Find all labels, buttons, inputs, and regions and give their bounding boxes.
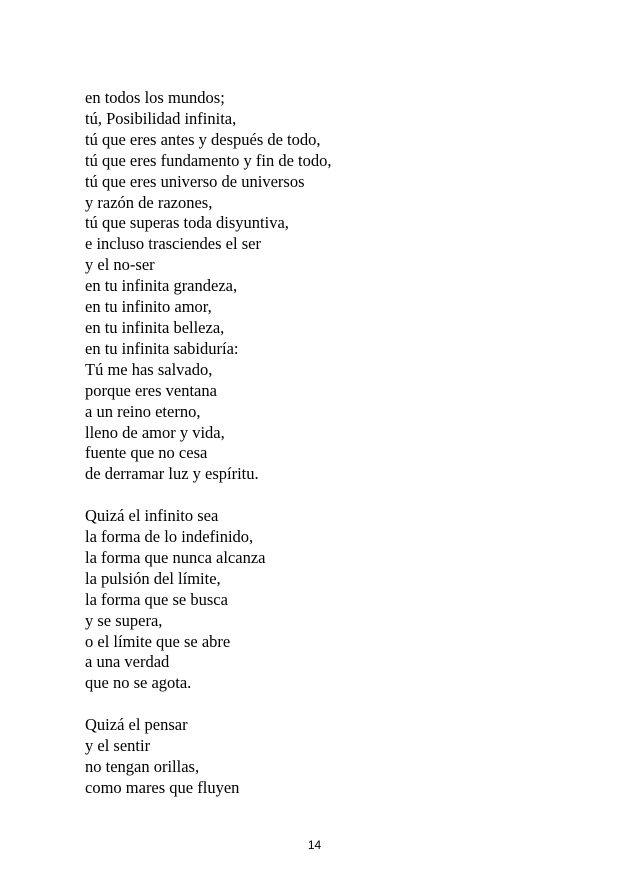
stanza-break — [85, 694, 605, 715]
poem-line: Quizá el infinito sea — [85, 506, 219, 526]
poem-line: o el límite que se abre — [85, 631, 231, 651]
stanza-3 — [85, 715, 605, 799]
page-number: 14 — [307, 838, 322, 852]
poem-line: Tú me has salvado, — [85, 359, 213, 379]
poem-line: en todos los mundos; — [85, 88, 225, 107]
poem-text — [85, 88, 605, 799]
poem-line: de derramar luz y espíritu. — [85, 464, 259, 484]
poem-line: tú que eres antes y después de todo, — [85, 129, 321, 149]
poem-line: la forma que nunca alcanza — [85, 547, 266, 567]
poem-line: la forma de lo indefinido, — [85, 527, 254, 547]
poem-line: tú que superas toda disyuntiva, — [85, 213, 289, 233]
poem-line: tú que eres universo de universos — [85, 171, 305, 191]
poem-line: no tengan orillas, — [85, 756, 200, 776]
poem-line: y el sentir — [85, 736, 151, 756]
poem-line: fuente que no cesa — [85, 443, 208, 463]
poem-line: e incluso trasciendes el ser — [85, 234, 261, 254]
poem-line: Quizá el pensar — [85, 715, 188, 735]
poem-line: y razón de razones, — [85, 192, 213, 212]
poem-line: en tu infinita grandeza, — [85, 276, 238, 296]
poem-line: que no se agota. — [85, 673, 192, 693]
poem-line: porque eres ventana — [85, 380, 217, 400]
poem-line: y se supera, — [85, 610, 163, 630]
poem-line: en tu infinita sabiduría: — [85, 338, 239, 358]
poem-line: a un reino eterno, — [85, 401, 201, 421]
stanza-2 — [85, 506, 605, 694]
poem-line: y el no-ser — [85, 255, 155, 275]
poem-line: lleno de amor y vida, — [85, 422, 225, 442]
stanza-1 — [85, 88, 605, 485]
poem-line: en tu infinita belleza, — [85, 317, 225, 337]
poem-line: tú, Posibilidad infinita, — [85, 108, 237, 128]
stanza-break — [85, 485, 605, 506]
poem-line: tú que eres fundamento y fin de todo, — [85, 150, 332, 170]
poem-line: a una verdad — [85, 652, 170, 672]
poem-line: la pulsión del límite, — [85, 568, 221, 588]
poem-line: la forma que se busca — [85, 589, 228, 609]
poem-line: en tu infinito amor, — [85, 297, 212, 317]
poem-line: como mares que fluyen — [85, 777, 240, 797]
